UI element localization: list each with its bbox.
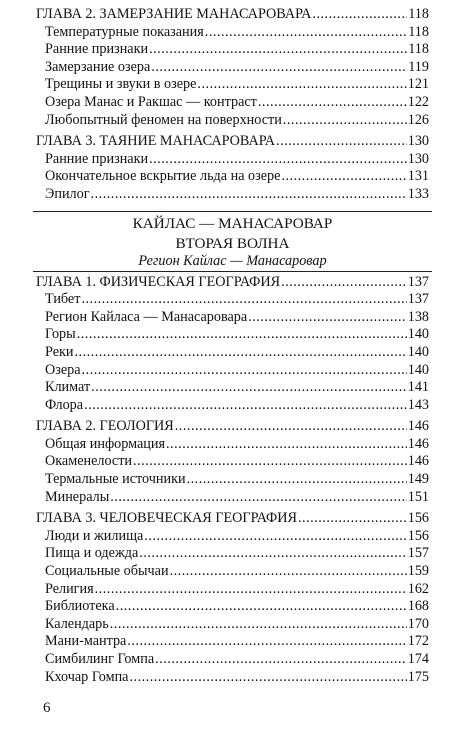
dot-leader: [155, 651, 407, 669]
toc-entry-page: 143: [407, 396, 429, 413]
toc-entry: [36, 24, 429, 42]
toc-entry-title: Окончательное вскрытие льда на озере: [45, 168, 281, 185]
toc-entry-title: Термальные источники: [45, 471, 186, 488]
chapter-entry-page: 118: [408, 6, 429, 22]
chapter-entry: [36, 274, 429, 292]
toc-entry-title: Ранние признаки: [45, 150, 149, 167]
toc-entry-page: 149: [407, 471, 429, 488]
toc-entry-page: 122: [407, 93, 429, 110]
toc-entry: [36, 309, 429, 327]
toc-entry-page: 118: [408, 41, 429, 58]
toc-entry: [36, 291, 429, 309]
toc-entry-page: 140: [407, 361, 429, 378]
dot-leader: [276, 133, 407, 151]
toc-entry-title: Озера: [45, 361, 81, 378]
toc-entry: [36, 489, 429, 507]
dot-leader: [144, 528, 406, 546]
toc-entry-title: Мани-мантра: [45, 633, 127, 650]
dot-leader: [149, 151, 407, 169]
toc-entry-page: 140: [407, 343, 429, 360]
dot-leader: [197, 76, 406, 94]
toc-entry: [36, 94, 429, 112]
toc-entry-title: Эпилог: [45, 185, 90, 202]
toc-entry-page: 151: [407, 488, 429, 505]
toc-entry-title: Минералы: [45, 488, 110, 505]
toc-entry-title: Социальные обычаи: [45, 563, 169, 580]
dot-leader: [75, 344, 407, 362]
toc-entry-title: Озера Манас и Ракшас — контраст: [45, 93, 257, 110]
dot-leader: [149, 41, 407, 59]
toc-entry-page: 146: [407, 453, 429, 470]
dot-leader: [91, 379, 407, 397]
toc-entry-page: 119: [408, 58, 429, 75]
toc-entry: [36, 563, 429, 581]
part-heading-line-1: КАЙЛАС — МАНАСАРОВАР: [132, 214, 333, 232]
toc-entry-title: Ранние признаки: [45, 41, 149, 58]
toc-entry-page: 175: [407, 668, 429, 685]
toc-entry-page: 168: [407, 598, 429, 615]
dot-leader: [281, 274, 407, 292]
toc-entry: [36, 112, 429, 130]
dot-leader: [205, 24, 407, 42]
dot-leader: [166, 436, 407, 454]
toc-entry: [36, 186, 429, 204]
toc-entry-title: Трещины и звуки в озере: [45, 76, 197, 93]
toc-entry-page: 133: [407, 185, 429, 202]
toc-entry-page: 140: [407, 326, 429, 343]
toc-entry-title: Календарь: [45, 615, 109, 632]
part-heading-rule: [33, 271, 432, 272]
dot-leader: [151, 59, 407, 77]
chapter-entry-page: 137: [407, 273, 429, 290]
toc-entry: [36, 633, 429, 651]
dot-leader: [82, 362, 407, 380]
chapter-entry-page: 130: [407, 133, 429, 150]
dot-leader: [175, 418, 407, 436]
toc-entry: [36, 471, 429, 489]
toc-entry: [36, 362, 429, 380]
toc-entry-title: Симбилинг Гомпа: [45, 651, 155, 667]
dot-leader: [298, 510, 407, 528]
toc-part-2: [36, 274, 429, 687]
toc-entry-page: 130: [407, 150, 429, 167]
toc-entry: [36, 151, 429, 169]
chapter-entry-title: ГЛАВА 2. ЗАМЕРЗАНИЕ МАНАСАРОВАРА: [36, 6, 312, 22]
toc-entry-page: 172: [407, 633, 429, 650]
toc-entry-title: Флора: [45, 396, 84, 413]
toc-entry: [36, 344, 429, 362]
part-subheading: Регион Кайлас — Манасаровар: [138, 252, 327, 269]
dot-leader: [110, 616, 407, 634]
toc-entry-page: 174: [407, 651, 429, 667]
toc-entry-page: 126: [407, 111, 429, 128]
dot-leader: [77, 326, 407, 344]
toc-entry-title: Тибет: [45, 291, 81, 308]
dot-leader: [110, 489, 406, 507]
chapter-entry-title: ГЛАВА 3. ЧЕЛОВЕЧЕСКАЯ ГЕОГРАФИЯ: [36, 510, 297, 527]
toc-entry-title: Религия: [45, 580, 94, 597]
chapter-entry-title: ГЛАВА 2. ГЕОЛОГИЯ: [36, 418, 174, 435]
table-of-contents: [36, 6, 429, 686]
chapter-entry-title: ГЛАВА 1. ФИЗИЧЕСКАЯ ГЕОГРАФИЯ: [36, 273, 281, 290]
dot-leader: [258, 94, 407, 112]
toc-entry: [36, 598, 429, 616]
toc-entry-page: 170: [407, 615, 429, 632]
toc-entry: [36, 59, 429, 77]
toc-entry-page: 157: [407, 545, 429, 562]
dot-leader: [91, 186, 407, 204]
toc-entry: [36, 397, 429, 415]
dot-leader: [133, 453, 407, 471]
dot-leader: [84, 397, 407, 415]
toc-entry-title: Замерзание озера: [45, 58, 151, 75]
dot-leader: [170, 563, 407, 581]
chapter-entry: [36, 418, 429, 436]
chapter-entry-title: ГЛАВА 3. ТАЯНИЕ МАНАСАРОВАРА: [36, 133, 276, 150]
dot-leader: [283, 112, 407, 130]
dot-leader: [81, 291, 406, 309]
dot-leader: [95, 581, 407, 599]
toc-entry-title: Реки: [45, 343, 74, 360]
toc-entry: [36, 436, 429, 454]
toc-entry: [36, 651, 429, 669]
toc-entry: [36, 76, 429, 94]
toc-entry: [36, 453, 429, 471]
toc-entry: [36, 669, 429, 687]
dot-leader: [187, 471, 407, 489]
toc-entry-page: 118: [408, 23, 429, 40]
toc-entry-title: Температурные показания: [45, 23, 204, 40]
chapter-entry: [36, 6, 429, 24]
toc-entry-page: 162: [407, 580, 429, 597]
dot-leader: [139, 545, 406, 563]
toc-entry-title: Климат: [45, 379, 91, 396]
toc-entry: [36, 41, 429, 59]
toc-entry: [36, 581, 429, 599]
toc-entry-page: 146: [407, 435, 429, 452]
toc-entry-page: 138: [407, 308, 429, 325]
toc-entry-title: Любопытный феномен на поверхности: [45, 111, 282, 128]
dot-leader: [248, 309, 407, 327]
toc-entry-title: Окаменелости: [45, 453, 133, 470]
dot-leader: [116, 598, 407, 616]
toc-entry-title: Библиотека: [45, 598, 115, 615]
page-number: 6: [43, 700, 51, 716]
toc-entry-page: 131: [407, 168, 429, 185]
toc-entry-title: Общая информация: [45, 435, 165, 452]
toc-entry-page: 121: [407, 76, 429, 93]
toc-entry: [36, 326, 429, 344]
toc-entry: [36, 168, 429, 186]
toc-part-1: [36, 6, 429, 204]
chapter-entry: [36, 133, 429, 151]
chapter-entry-page: 146: [407, 418, 429, 435]
toc-entry-title: Горы: [45, 326, 76, 343]
dot-leader: [312, 6, 407, 24]
toc-entry-page: 156: [407, 527, 429, 544]
dot-leader: [127, 633, 406, 651]
dot-leader: [129, 669, 406, 687]
chapter-entry-page: 156: [407, 510, 429, 527]
part-divider: [33, 211, 432, 212]
toc-entry: [36, 545, 429, 563]
toc-entry: [36, 616, 429, 634]
toc-entry-title: Люди и жилища: [45, 527, 144, 544]
toc-entry: [36, 528, 429, 546]
toc-entry-title: Регион Кайласа — Манасаровара: [45, 308, 248, 325]
toc-entry-title: Пища и одежда: [45, 545, 139, 562]
chapter-entry: [36, 510, 429, 528]
toc-entry-title: Кхочар Гомпа: [45, 668, 129, 685]
toc-entry: [36, 379, 429, 397]
dot-leader: [281, 168, 406, 186]
toc-entry-page: 137: [407, 291, 429, 308]
toc-entry-page: 141: [407, 379, 429, 396]
toc-entry-page: 159: [407, 563, 429, 580]
part-heading-line-2: ВТОРАЯ ВОЛНА: [175, 235, 290, 253]
